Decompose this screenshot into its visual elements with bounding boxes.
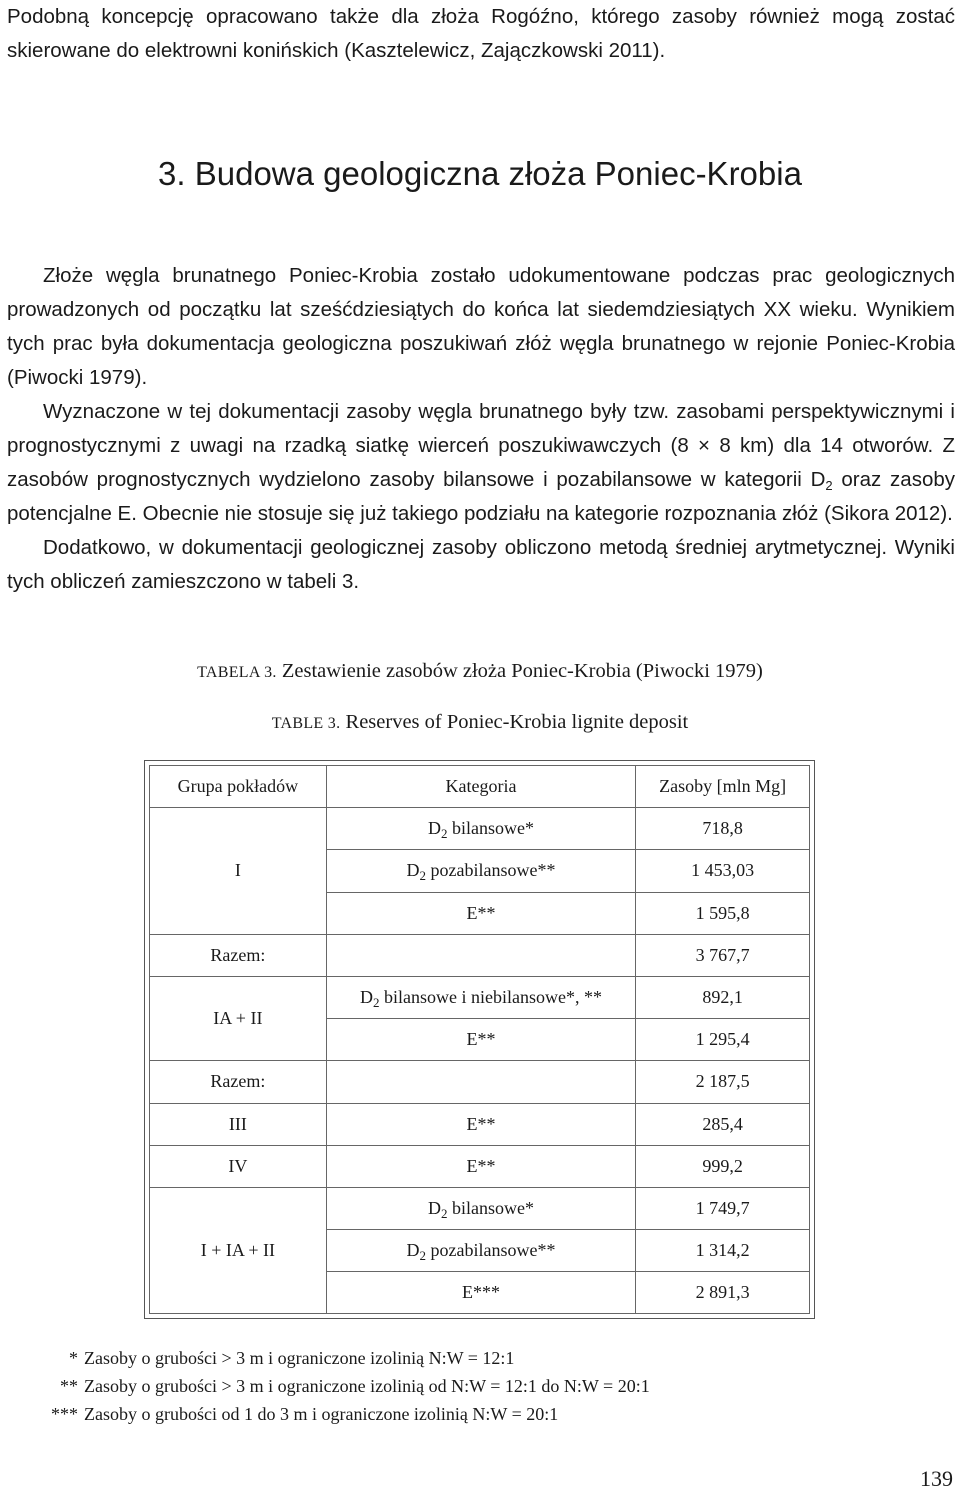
category-cell: E** [326, 1019, 636, 1061]
value-cell: 2 891,3 [636, 1272, 810, 1314]
value-cell: 718,8 [636, 808, 810, 850]
caption-label-en: TABLE 3. [271, 715, 341, 732]
reserves-table [149, 765, 810, 1314]
sum-row [150, 934, 810, 976]
value-cell: 1 314,2 [636, 1230, 810, 1272]
intro-paragraph: Podobną koncepcję opracowano także dla złoża Rogóźno, którego zasoby również mogą zostać skierowane do elektrowni konińskich (Kasztelewicz, Zajączkowski 2011). [7, 5, 955, 62]
sum-value: 3 767,7 [636, 934, 810, 976]
paragraph-2-part-a: Wyznaczone w tej dokumentacji zasoby węgla brunatnego były tzw. zasobami perspektywicznymi i prognostycznymi z uwagi na rzadką siatkę wierceń poszukiwawczych (8 × 8 km) dla 14 otworów. Z zasobów prognostycznych wydzielono zasoby bilansowe i pozabilansowe w kategorii D [7, 400, 955, 491]
header-group: Grupa pokładów [150, 766, 327, 808]
table-row [150, 1187, 810, 1229]
paragraph-2 [7, 395, 955, 531]
category-cell: $D_2$ pozabilansowe** [326, 850, 636, 892]
section-heading: 3. Budowa geologiczna złoża Poniec-Krobia [158, 155, 802, 192]
category-cell: $D_2$ pozabilansowe** [326, 1230, 636, 1272]
page-number: 139 [920, 1466, 953, 1491]
group-cell: IV [150, 1145, 327, 1187]
value-cell: 999,2 [636, 1145, 810, 1187]
value-cell: 1 453,03 [636, 850, 810, 892]
table-caption-pl [0, 657, 960, 687]
paragraph-3: Dodatkowo, w dokumentacji geologicznej zasoby obliczono metodą średniej arytmetycznej. Wyniki tych obliczeń zamieszczono w tabeli 3. [7, 536, 955, 593]
value-cell: 1 295,4 [636, 1019, 810, 1061]
group-cell: III [150, 1103, 327, 1145]
footnote-text: Zasoby o grubości od 1 do 3 m i ograniczone izolinią N:W = 20:1 [84, 1404, 559, 1424]
header-reserves: Zasoby [mln Mg] [636, 766, 810, 808]
group-cell: IA + II [150, 976, 327, 1060]
category-cell: E** [326, 1145, 636, 1187]
footnote-2 [0, 1372, 650, 1400]
empty-cell [326, 934, 636, 976]
subscript-2: 2 [825, 478, 833, 493]
caption-label-pl: TABELA 3. [197, 664, 277, 681]
table-header-row [150, 766, 810, 808]
footnote-text: Zasoby o grubości > 3 m i ograniczone izolinią N:W = 12:1 [84, 1348, 515, 1368]
group-cell: I + IA + II [150, 1187, 327, 1314]
footnote-mark: *** [51, 1404, 78, 1424]
category-cell: $D_2$ bilansowe* [326, 808, 636, 850]
paragraph-1: Złoże węgla brunatnego Poniec-Krobia zostało udokumentowane podczas prac geologicznych prowadzonych od początku lat sześćdziesiątych do końca lat siedemdziesiątych XX wieku. Wynikiem tych prac była dokumentacja geologiczna poszukiwań złóż węgla brunatnego w rejonie Poniec-Krobia (Piwocki 1979). [7, 264, 955, 389]
paragraph-2-part-b: oraz zasoby potencjalne E. Obecnie nie stosuje się już takiego podziału na kategorie rozpoznania złóż (Sikora 2012). [7, 468, 955, 525]
footnote-text: Zasoby o grubości > 3 m i ograniczone izolinią od N:W = 12:1 do N:W = 20:1 [84, 1376, 650, 1396]
table-caption-en [0, 708, 960, 738]
category-cell: $D_2$ bilansowe* [326, 1187, 636, 1229]
caption-text-en: Reserves of Poniec-Krobia lignite deposit [345, 711, 689, 733]
category-cell: E** [326, 1103, 636, 1145]
value-cell: 1 595,8 [636, 892, 810, 934]
group-cell: I [150, 808, 327, 935]
footnote-mark: * [69, 1348, 78, 1368]
category-cell: E** [326, 892, 636, 934]
body-text [7, 259, 955, 599]
table-row [150, 1103, 810, 1145]
empty-cell [326, 1061, 636, 1103]
value-cell: 892,1 [636, 976, 810, 1018]
sum-value: 2 187,5 [636, 1061, 810, 1103]
category-cell: $D_2$ bilansowe i niebilansowe*, ** [326, 976, 636, 1018]
table-row [150, 1145, 810, 1187]
sum-label: Razem: [150, 1061, 327, 1103]
header-category: Kategoria [326, 766, 636, 808]
footnote-1 [0, 1344, 514, 1372]
footnote-mark: ** [60, 1376, 78, 1396]
sum-label: Razem: [150, 934, 327, 976]
value-cell: 1 749,7 [636, 1187, 810, 1229]
table-row [150, 976, 810, 1018]
table-row [150, 808, 810, 850]
sum-row [150, 1061, 810, 1103]
category-cell: E*** [326, 1272, 636, 1314]
footnote-3 [0, 1400, 558, 1428]
value-cell: 285,4 [636, 1103, 810, 1145]
caption-text-pl: Zestawienie zasobów złoża Poniec-Krobia (Piwocki 1979) [281, 660, 763, 682]
